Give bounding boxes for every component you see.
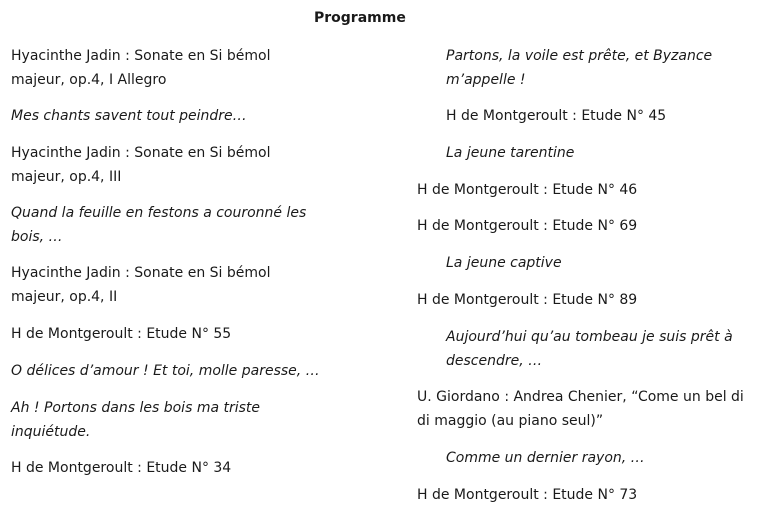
poem-line: La jeune captive [446, 255, 562, 271]
poem-line: Mes chants savent tout peindre… [11, 108, 247, 124]
poem-line: Ah ! Portons dans les bois ma triste inquiétude. [11, 400, 261, 440]
poem-line: Quand la feuille en festons a couronné les bois, … [11, 205, 307, 245]
poem-line: Comme un dernier rayon, … [446, 450, 645, 466]
poem-line: Aujourd’hui qu’au tombeau je suis prêt à descendre, … [446, 329, 733, 369]
programme-entry: H de Montgeroult : Etude N° 89 [417, 292, 638, 308]
programme-entry: H de Montgeroult : Etude N° 73 [417, 487, 638, 503]
programme-entry: H de Montgeroult : Etude N° 69 [417, 218, 638, 234]
poem-line: O délices d’amour ! Et toi, molle paresse, … [11, 363, 320, 379]
programme-entry: H de Montgeroult : Etude N° 46 [417, 182, 638, 198]
programme-entry: Hyacinthe Jadin : Sonate en Si bémol majeur, op.4, II [11, 265, 271, 305]
poem-line: La jeune tarentine [446, 145, 575, 161]
programme-entry: Hyacinthe Jadin : Sonate en Si bémol majeur, op.4, III [11, 145, 271, 185]
programme-entry: H de Montgeroult : Etude N° 34 [11, 460, 232, 476]
programme-title: Programme [314, 10, 406, 26]
programme-entry: Hyacinthe Jadin : Sonate en Si bémol majeur, op.4, I Allegro [11, 48, 271, 88]
poem-line: Partons, la voile est prête, et Byzance m’appelle ! [446, 48, 713, 88]
programme-entry: H de Montgeroult : Etude N° 45 [446, 108, 667, 124]
programme-entry: U. Giordano : Andrea Chenier, “Come un bel di di maggio (au piano seul)” [417, 389, 744, 429]
programme-entry: H de Montgeroult : Etude N° 55 [11, 326, 232, 342]
